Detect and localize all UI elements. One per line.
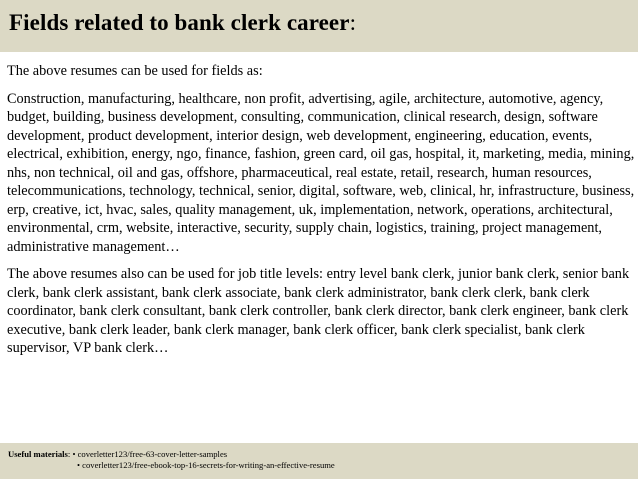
footer-link-1[interactable]: • coverletter123/free-63-cover-letter-samples [72, 449, 228, 459]
intro-paragraph: The above resumes can be used for fields as: [7, 63, 263, 79]
title-bar [0, 0, 638, 52]
page-title-colon: : [349, 10, 357, 35]
page-title-text: Fields related to bank clerk career [9, 10, 350, 35]
main-content [7, 62, 635, 358]
footer-row-1 [8, 449, 638, 460]
footer-row-2 [8, 460, 638, 471]
footer-label-suffix: : [67, 449, 73, 459]
footer-label: Useful materials [8, 449, 68, 459]
fields-paragraph: Construction, manufacturing, healthcare, non profit, advertising, agile, architecture, automotive, agency, budget, building, business development, consulting, communication, clinical research, design, software development, product development, interior design, web development, engineering, education, events, electrical, exhibition, energy, ngo, finance, fashion, green card, oil gas, hospital, it, marketing, media, mining, nhs, non technical, oil and gas, offshore, pharmaceutical, real estate, retail, research, human resources, telecommunications, technology, technical, senior, digital, software, web, clinical, hr, infrastructure, business, erp, creative, ict, hvac, sales, quality management, uk, implementation, network, operations, architectural, environmental, crm, website, interactive, security, supply chain, logistics, training, project management, administrative management… [7, 90, 635, 255]
footer-bar [0, 443, 638, 479]
page-title [9, 10, 638, 36]
job-levels-paragraph: The above resumes also can be used for job title levels: entry level bank clerk, junior bank clerk, senior bank clerk, bank clerk assistant, bank clerk associate, bank clerk administrator, bank clerk clerk, bank clerk coordinator, bank clerk consultant, bank clerk controller, bank clerk director, bank clerk engineer, bank clerk executive, bank clerk leader, bank clerk manager, bank clerk officer, bank clerk specialist, bank clerk supervisor, VP bank clerk… [7, 266, 630, 356]
footer-link-2[interactable]: • coverletter123/free-ebook-top-16-secrets-for-writing-an-effective-resume [77, 460, 335, 470]
